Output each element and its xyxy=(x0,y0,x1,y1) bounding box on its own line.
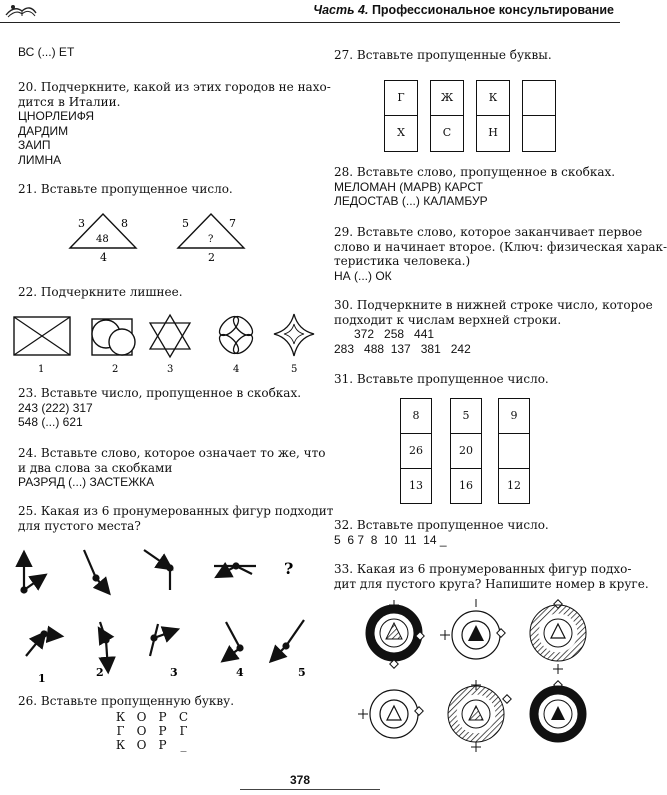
page-header xyxy=(0,0,620,23)
q31-column xyxy=(450,398,482,504)
q27-letter-boxes xyxy=(384,80,614,150)
q27-box-top xyxy=(523,81,555,116)
q31-number-columns xyxy=(400,398,540,506)
q20-text-2: дится в Италии. xyxy=(18,94,121,109)
q27-box xyxy=(430,80,464,152)
q26-letter: Р xyxy=(158,724,167,738)
q26-letter: О xyxy=(136,724,147,738)
t1-center: 48 xyxy=(96,234,109,245)
q33-figure-c xyxy=(530,600,586,674)
q25-text-1: 25. Какая из 6 пронумерованных фигур подходит xyxy=(18,504,334,518)
q31-cell: 16 xyxy=(459,479,473,492)
q20-option: ДАРДИМ xyxy=(18,123,69,138)
q25-row1-arrows xyxy=(22,550,257,593)
q31-text: 31. Вставьте пропущенное число. xyxy=(334,372,549,386)
q29-text-3: теристика человека.) xyxy=(334,254,471,268)
q25-label: 3 xyxy=(170,666,178,679)
header-part: Часть 4. xyxy=(313,3,369,17)
q22-label: 4 xyxy=(233,364,240,375)
question-30 xyxy=(334,298,653,356)
q20-text-1: 20. Подчеркните, какой из этих городов не нахо- xyxy=(18,80,331,94)
q26-letter: Г xyxy=(179,724,188,738)
q21-triangles xyxy=(58,210,258,265)
q30-top-row: 372 258 441 xyxy=(354,327,435,341)
q26-letter: Р xyxy=(158,710,167,724)
q22-label: 5 xyxy=(291,364,298,375)
q32-text: 32. Вставьте пропущенное число. xyxy=(334,518,549,532)
q27-text-wrap xyxy=(334,48,552,63)
q25-row2-arrows xyxy=(26,620,304,670)
q22-label: 1 xyxy=(38,364,45,375)
q23-line-2: 548 (...) 621 xyxy=(18,415,83,429)
q30-text-2: подходит к числам верхней строки. xyxy=(334,312,562,327)
t1-left: 3 xyxy=(78,217,85,230)
q27-box xyxy=(476,80,510,152)
q27-box xyxy=(384,80,418,152)
question-28 xyxy=(334,165,615,209)
header-title xyxy=(313,3,614,17)
question-23 xyxy=(18,386,301,430)
question-20 xyxy=(18,80,331,167)
q31-cell: 8 xyxy=(401,399,431,434)
q31-cell: 13 xyxy=(409,479,423,492)
q33-figure-e xyxy=(448,680,511,752)
q26-text: 26. Вставьте пропущенную букву. xyxy=(18,694,235,708)
q25-figures xyxy=(4,538,309,688)
q31-cell: 5 xyxy=(451,399,481,434)
q26-letter: Г xyxy=(116,724,125,738)
q26-letter: Р xyxy=(158,738,167,752)
t2-left: 5 xyxy=(182,217,189,230)
four-petal-figure xyxy=(216,313,255,356)
q26-letter: К xyxy=(115,710,126,724)
q22-text: 22. Подчеркните лишнее. xyxy=(18,285,183,299)
star-of-david-figure xyxy=(150,315,190,357)
page-number: 378 xyxy=(290,773,311,787)
q27-box-empty xyxy=(522,80,556,152)
q30-text-1: 30. Подчеркните в нижней строке число, которое xyxy=(334,298,653,312)
q33-figure-b xyxy=(440,599,505,659)
arrow-figure-c xyxy=(144,550,173,590)
q23-line-1: 243 (222) 317 xyxy=(18,400,93,415)
q33-figure-d xyxy=(358,690,423,738)
q32-line: 5 6 7 8 10 11 14 _ xyxy=(334,532,447,547)
question-21 xyxy=(18,182,233,197)
q27-box-top: Г xyxy=(385,81,417,116)
q26-letter: О xyxy=(136,738,147,752)
q33-figure-a xyxy=(370,600,424,668)
q27-box-bottom: С xyxy=(442,126,452,139)
arrow-figure-a xyxy=(22,554,45,593)
q25-label: 2 xyxy=(96,666,104,679)
q33-text-1: 33. Какая из 6 пронумерованных фигур подхо- xyxy=(334,562,632,576)
q24-text-2: и два слова за скобками xyxy=(18,460,173,475)
q31-cell: 26 xyxy=(401,434,431,469)
question-26 xyxy=(18,694,234,709)
q28-line-2: ЛЕДОСТАВ (...) КАЛАМБУР xyxy=(334,194,488,208)
question-25 xyxy=(18,504,333,533)
q31-column xyxy=(400,398,432,504)
q31-cell-empty xyxy=(499,434,529,469)
q22-label: 3 xyxy=(167,364,174,375)
q26-letter: С xyxy=(178,710,189,724)
book-logo-icon xyxy=(4,1,38,19)
arrow-figure-d xyxy=(214,564,256,577)
q19-line: ВС (...) ЕТ xyxy=(18,45,75,59)
q27-box-top: Ж xyxy=(431,81,463,116)
q25-label: 4 xyxy=(236,666,244,679)
t1-bottom: 4 xyxy=(100,251,107,264)
square-circles-figure xyxy=(92,319,135,355)
q20-option: ЦНОРЛЕИФЯ xyxy=(18,109,95,123)
question-24 xyxy=(18,446,325,490)
t1-right: 8 xyxy=(121,217,128,230)
q23-text: 23. Вставьте число, пропущенное в скобках. xyxy=(18,386,302,400)
q26-row xyxy=(110,724,194,738)
footer-rule xyxy=(240,789,380,790)
q24-text-1: 24. Вставьте слово, которое означает то же, что xyxy=(18,446,326,460)
t2-right: 7 xyxy=(229,217,236,230)
q25-label: 1 xyxy=(38,672,46,685)
q27-box-bottom: Х xyxy=(397,126,405,139)
question-31 xyxy=(334,372,549,387)
q30-bottom-row: 283 488 137 381 242 xyxy=(334,341,471,356)
q26-letter: О xyxy=(136,710,147,724)
q31-cell: 20 xyxy=(451,434,481,469)
q20-option: ЗАИП xyxy=(18,138,51,152)
q29-line: НА (...) ОК xyxy=(334,268,392,283)
q26-letter-grid xyxy=(110,710,194,752)
question-22 xyxy=(18,285,183,300)
q27-text: 27. Вставьте пропущенные буквы. xyxy=(334,48,552,62)
q25-question-mark: ? xyxy=(284,559,294,578)
q20-option: ЛИМНА xyxy=(18,152,62,167)
arrow-option-3 xyxy=(150,624,176,656)
q33-text-2: дит для пустого круга? Напишите номер в круге. xyxy=(334,576,649,591)
q27-box-bottom: Н xyxy=(488,126,498,139)
q26-row xyxy=(110,738,194,752)
t2-center: ? xyxy=(208,234,214,245)
q29-text-1: 29. Вставьте слово, которое заканчивает первое xyxy=(334,225,643,239)
envelope-figure xyxy=(14,317,70,355)
q33-circle-figures xyxy=(344,596,616,752)
q28-line-1: МЕЛОМАН (МАРВ) КАРСТ xyxy=(334,179,484,194)
question-32 xyxy=(334,518,549,547)
q22-figures xyxy=(12,312,312,377)
q26-letter: _ xyxy=(180,738,187,752)
q26-row xyxy=(110,710,194,724)
question-29 xyxy=(334,225,667,283)
q29-text-2: слово и начинает второе. (Ключ: физическая харак- xyxy=(334,239,667,254)
q26-letter: К xyxy=(115,738,126,752)
four-point-star-figure xyxy=(274,314,314,356)
q27-box-top: К xyxy=(477,81,509,116)
arrow-option-4 xyxy=(224,622,243,660)
q33-figure-f xyxy=(534,681,582,738)
t2-bottom: 2 xyxy=(208,251,215,264)
arrow-option-5 xyxy=(272,620,304,660)
q21-text: 21. Вставьте пропущенное число. xyxy=(18,182,233,196)
q31-column xyxy=(498,398,530,504)
q25-label: 5 xyxy=(298,666,306,679)
q31-cell: 12 xyxy=(507,479,521,492)
q28-text: 28. Вставьте слово, пропущенное в скобках. xyxy=(334,165,616,179)
arrow-option-1 xyxy=(26,632,60,657)
q25-text-2: для пустого места? xyxy=(18,518,141,533)
question-33 xyxy=(334,562,649,591)
q31-cell: 9 xyxy=(499,399,529,434)
q24-line: РАЗРЯД (...) ЗАСТЕЖКА xyxy=(18,475,155,489)
arrow-option-2 xyxy=(100,622,109,670)
arrow-figure-b xyxy=(84,550,108,592)
header-title-text: Профессиональное консультирование xyxy=(371,3,614,17)
q19-tail xyxy=(18,45,74,60)
q22-label: 2 xyxy=(112,364,119,375)
